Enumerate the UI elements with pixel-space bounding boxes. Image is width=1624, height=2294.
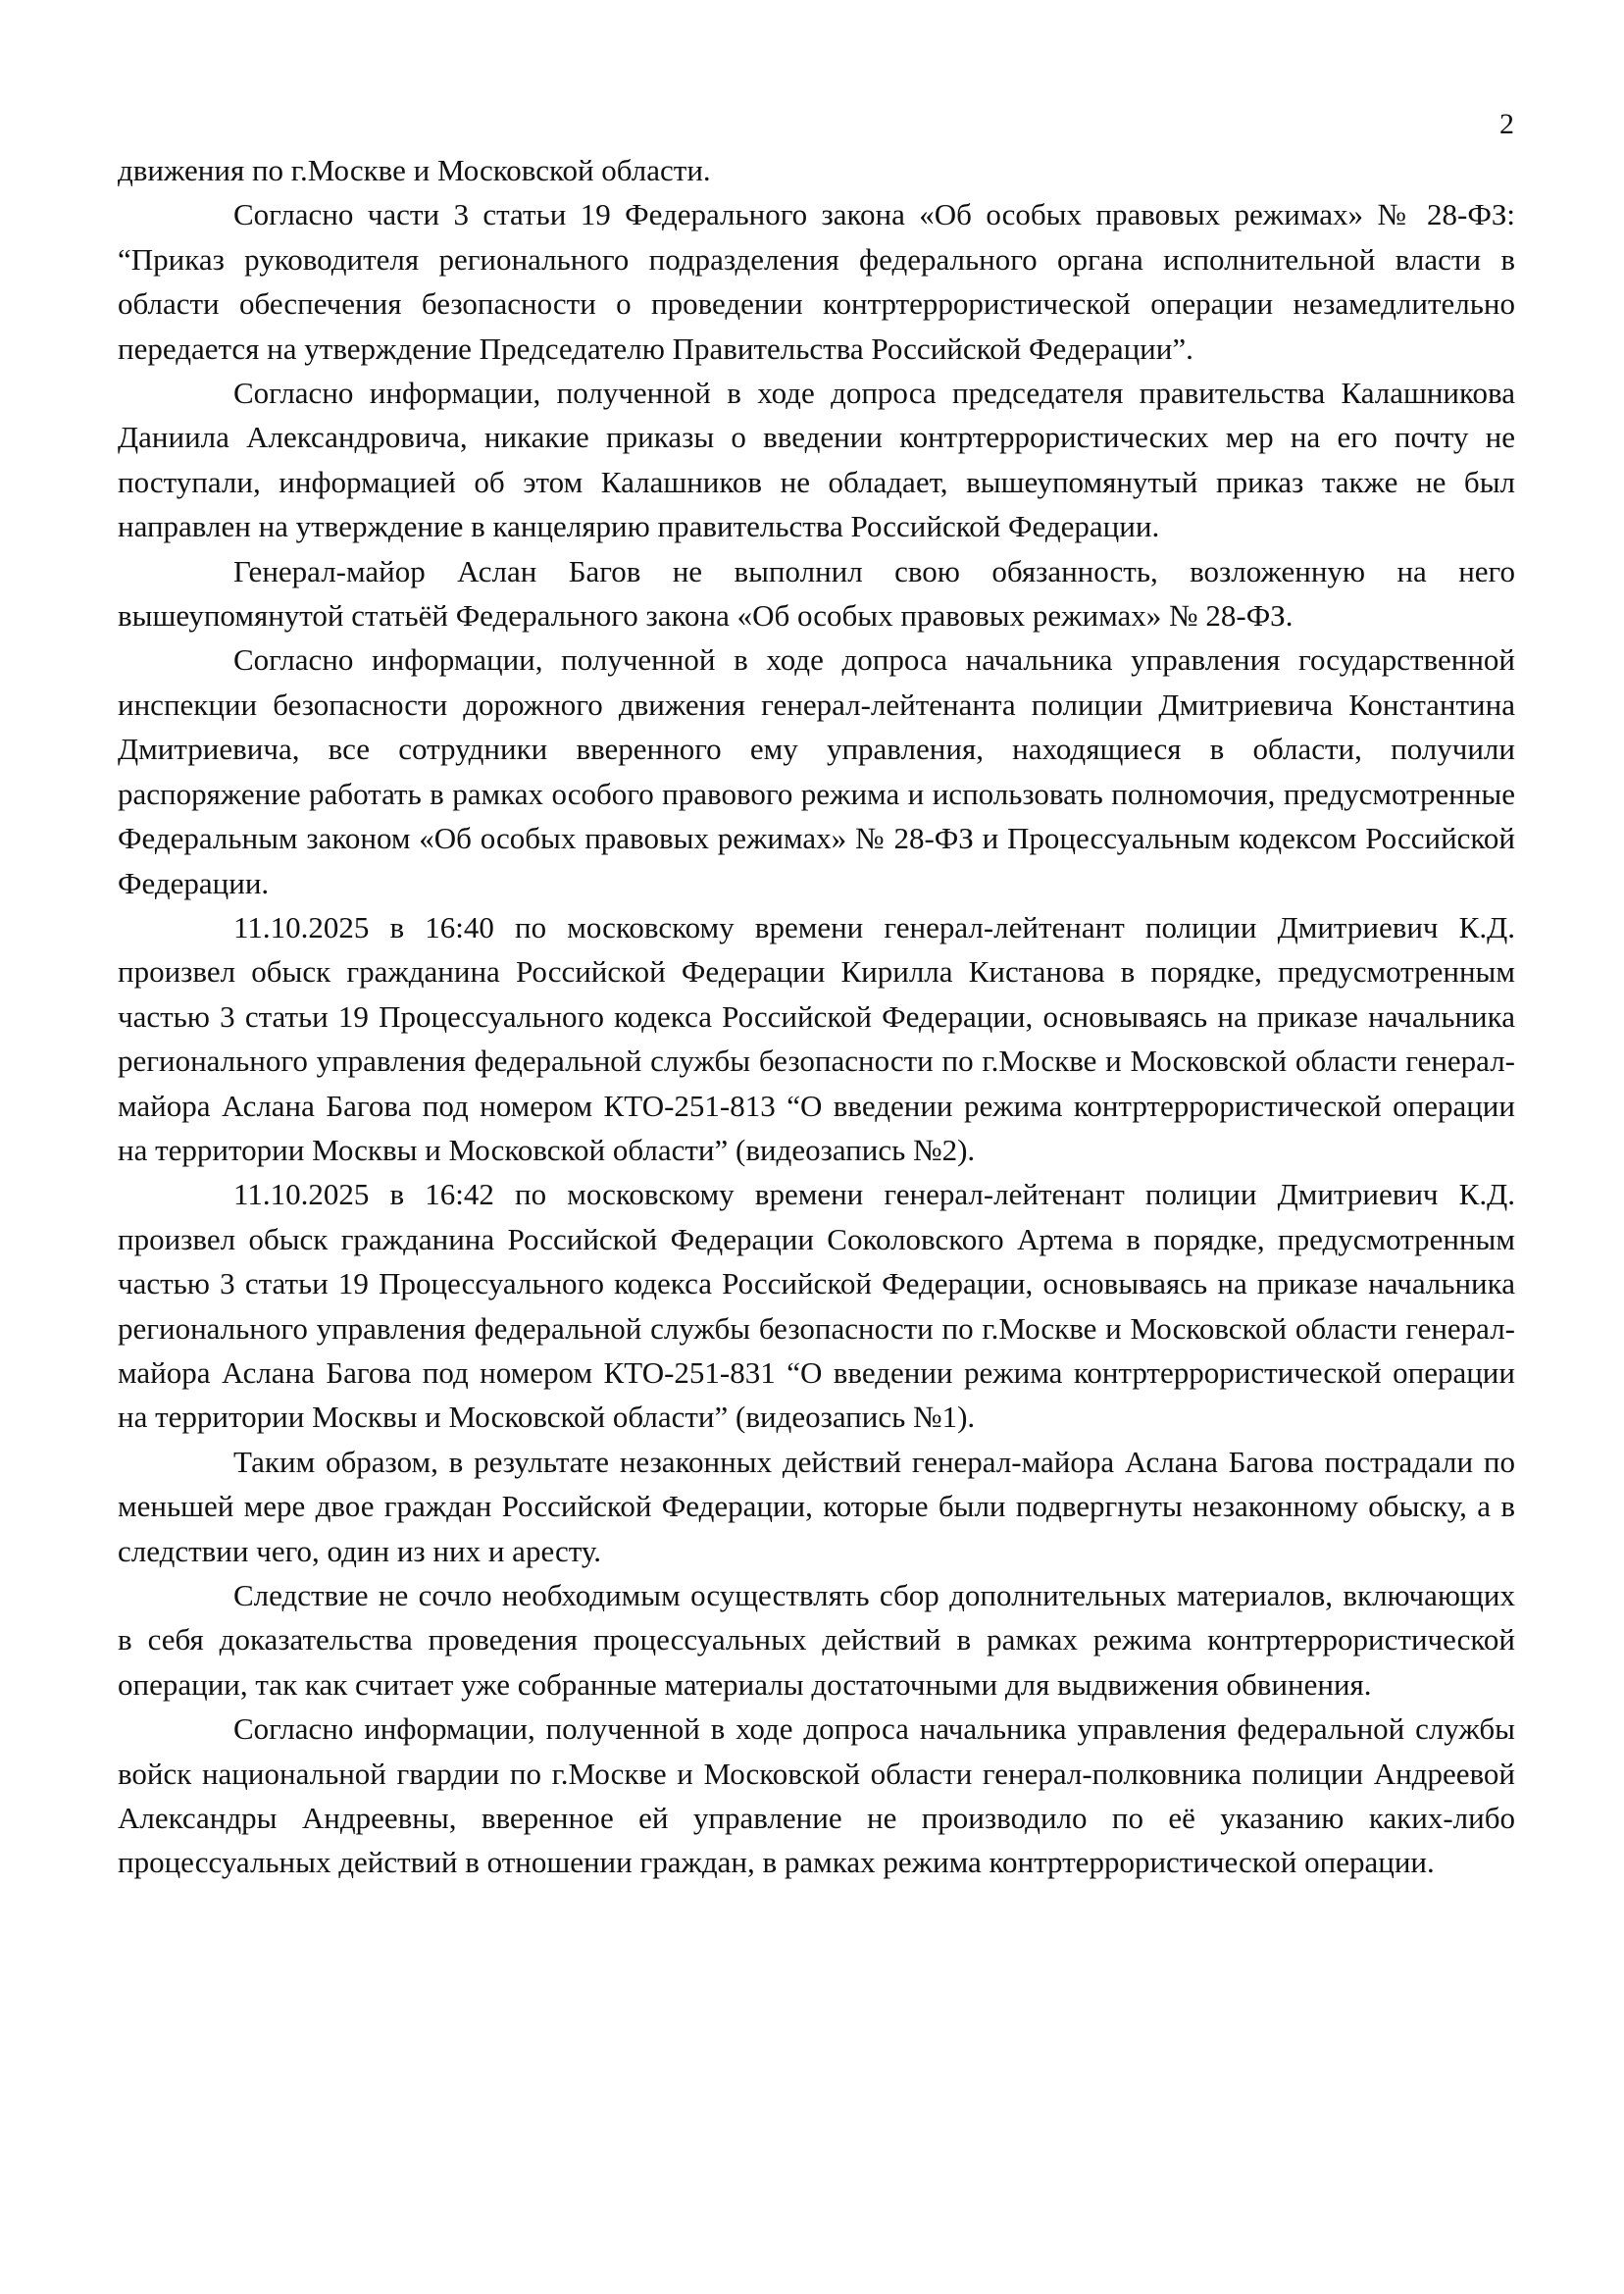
paragraph-continuation: движения по г.Москве и Московской области. [118,153,711,187]
paragraph-search-kistanov: 11.10.2025 в 16:40 по московскому времени генерал-лейтенант полиции Дмитриевич К.Д. произвел обыск гражданина Российской Федерации Кирилла Кистанова в порядке, предусмотренным частью 3 статьи 19 Процессуального кодекса Российской Федерации, основываясь на приказе начальника регионального управления федеральной службы безопасности по г.Москве и Московской области генерал-майора Аслана Багова под номером КТО-251-813 “О введении режима контртеррористической операции на территории Москвы и Московской области” (видеозапись №2). [118,909,1515,1167]
paragraph-andreeva-interrogation: Согласно информации, полученной в ходе допроса начальника управления федеральной службы войск национальной гвардии по г.Москве и Московской области генерал-полковника полиции Андреевой Александры Андреевны, вверенное ей управление не производило по её указанию каких-либо процессуальных действий в отношении граждан, в рамках режима контртеррористической операции. [118,1711,1515,1880]
paragraph-kalashnikov-interrogation: Согласно информации, полученной в ходе допроса председателя правительства Калашникова Даниила Александровича, никакие приказы о введении контртеррористических мер на его почту не поступали, информацией об этом Калашников не обладает, вышеупомянутый приказ также не был направлен на утверждение в канцелярию правительства Российской Федерации. [118,376,1515,544]
paragraph-conclusion-victims: Таким образом, в результате незаконных действий генерал-майора Аслана Багова пострадали по меньшей мере двое граждан Российской Федерации, которые были подвергнуты незаконному обыску, а в следствии чего, один из них и аресту. [118,1444,1515,1568]
document-body [118,148,1515,1885]
paragraph-investigation-materials: Следствие не сочло необходимым осуществлять сбор дополнительных материалов, включающих в себя доказательства проведения процессуальных действий в рамках режима контртеррористической операции, так как считает уже собранные материалы достаточными для выдвижения обвинения. [118,1578,1515,1702]
paragraph-dmitrievich-interrogation: Согласно информации, полученной в ходе допроса начальника управления государственной инспекции безопасности дорожного движения генерал-лейтенанта полиции Дмитриевича Константина Дмитриевича, все сотрудники вверенного ему управления, находящиеся в области, получили распоряжение работать в рамках особого правового режима и использовать полномочия, предусмотренные Федеральным законом «Об особых правовых режимах» № 28-ФЗ и Процессуальным кодексом Российской Федерации. [118,642,1515,900]
paragraph-search-sokolovsky: 11.10.2025 в 16:42 по московскому времени генерал-лейтенант полиции Дмитриевич К.Д. произвел обыск гражданина Российской Федерации Соколовского Артема в порядке, предусмотренным частью 3 статьи 19 Процессуального кодекса Российской Федерации, основываясь на приказе начальника регионального управления федеральной службы безопасности по г.Москве и Московской области генерал-майора Аслана Багова под номером КТО-251-831 “О введении режима контртеррористической операции на территории Москвы и Московской области” (видеозапись №1). [118,1177,1515,1435]
page-number: 2 [1499,108,1514,140]
paragraph-bagov-duty: Генерал-майор Аслан Багов не выполнил свою обязанность, возложенную на него вышеупомянутой статьёй Федерального закона «Об особых правовых режимах» № 28-ФЗ. [118,553,1515,634]
paragraph-article-19-quote: Согласно части 3 статьи 19 Федерального закона «Об особых правовых режимах» № 28-ФЗ: “Приказ руководителя регионального подразделения федерального органа исполнительной власти в области обеспечения безопасности о проведении контртеррористической операции незамедлительно передается на утверждение Председателю Правительства Российской Федерации”. [118,197,1515,366]
